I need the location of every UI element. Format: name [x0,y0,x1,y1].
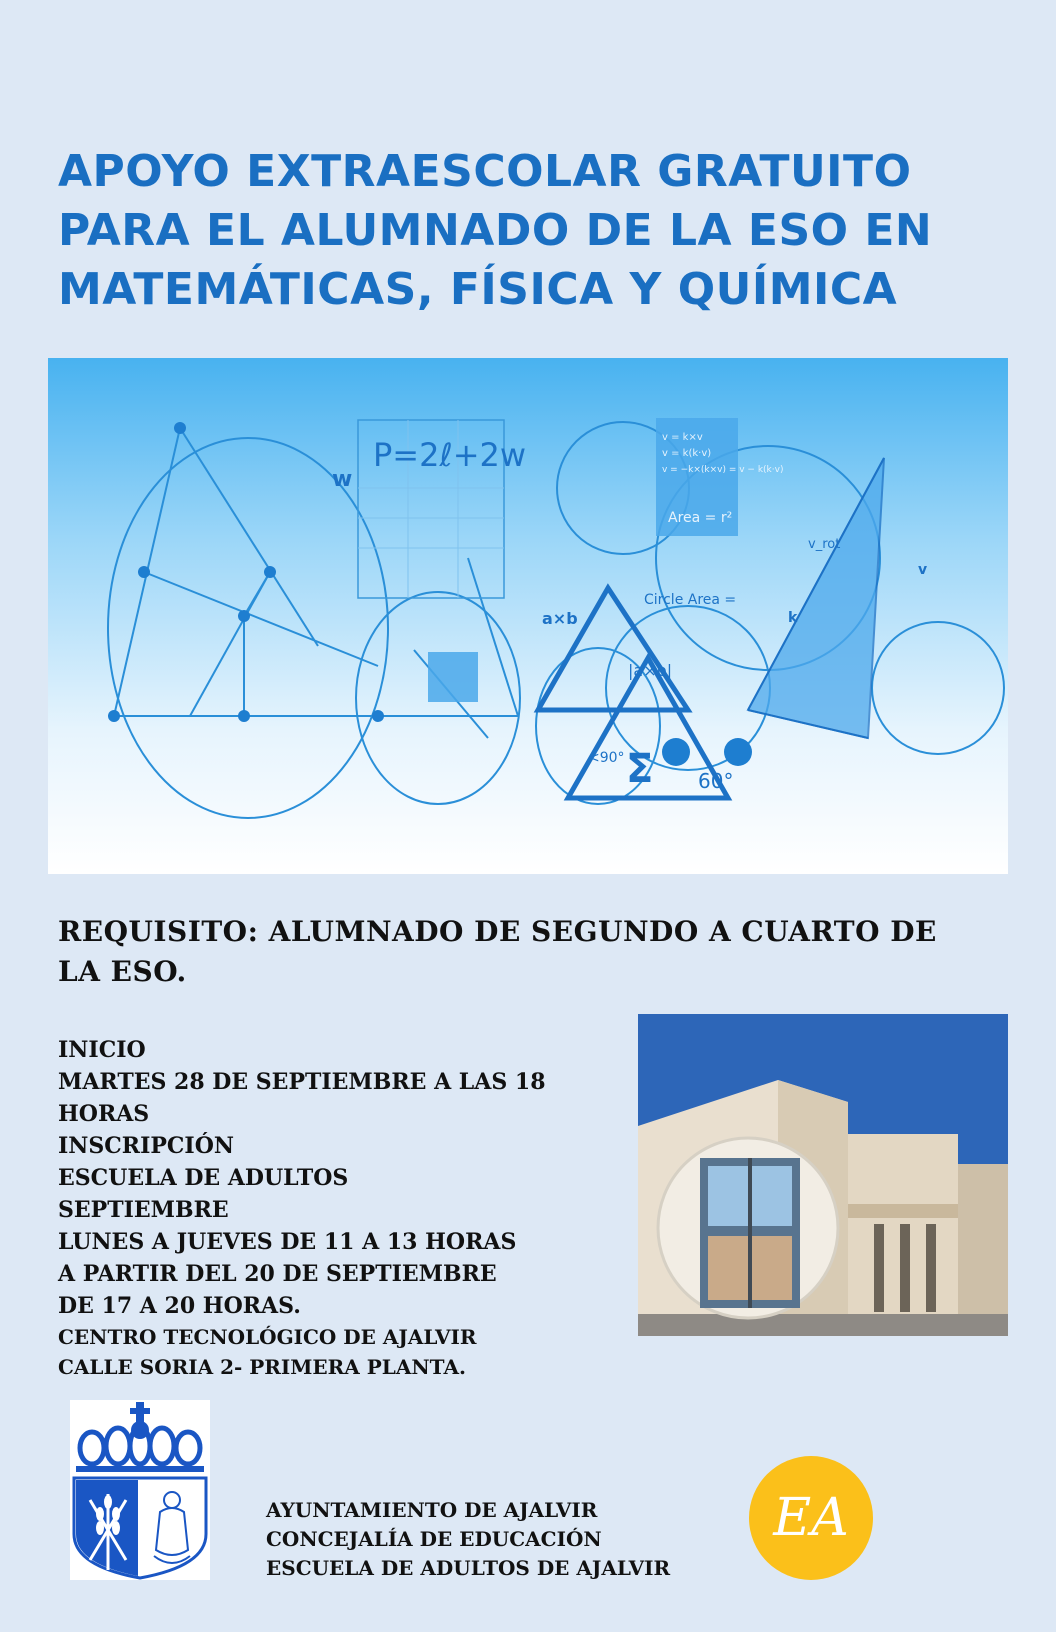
title-line-1: APOYO EXTRAESCOLAR GRATUITO [58,146,912,197]
afternoon-hours: DE 17 A 20 HORAS. [58,1293,301,1319]
footer-line-2: CONCEJALÍA DE EDUCACIÓN [266,1527,602,1551]
footer-institutions [266,1496,746,1583]
cross-product-label: a×b [542,609,578,628]
ea-logo-text: EA [773,1488,849,1548]
eq-1: v = k×v [662,432,703,443]
center-name: CENTRO TECNOLÓGICO DE AJALVIR [58,1325,477,1349]
v-label: v [918,562,928,578]
circle-area-label: Circle Area = [644,592,737,608]
eq-2: v = k(k·v) [662,448,712,459]
perimeter-formula: P=2ℓ+2w [373,436,527,474]
requirement-text: REQUISITO: ALUMNADO DE SEGUNDO A CUARTO DE LA ESO. [58,915,937,988]
footer-line-1: AYUNTAMIENTO DE AJALVIR [266,1498,598,1522]
street-address: CALLE SORIA 2- PRIMERA PLANTA. [58,1355,466,1379]
footer-line-3: ESCUELA DE ADULTOS DE AJALVIR [266,1556,671,1580]
month-label: SEPTIEMBRE [58,1197,229,1223]
geometry-diagram [48,358,1008,874]
eq-3: v = −k×(k×v) = v − k(k·v) [662,465,784,475]
inicio-label: INICIO [58,1037,146,1063]
from-date: A PARTIR DEL 20 DE SEPTIEMBRE [58,1261,497,1287]
k-label: k [788,610,798,626]
school-name: ESCUELA DE ADULTOS [58,1165,349,1191]
ajalvir-coat-of-arms [70,1400,210,1580]
angle-60-label: 60° [698,769,734,793]
start-date: MARTES 28 DE SEPTIEMBRE A LAS 18 [58,1069,546,1095]
weekday-hours: LUNES A JUEVES DE 11 A 13 HORAS [58,1229,517,1255]
page-title [58,142,1018,319]
building-photo [638,1014,1008,1336]
title-line-2: PARA EL ALUMNADO DE LA ESO EN [58,205,933,256]
schedule-info [58,1034,618,1382]
math-illustration-banner [48,358,1008,874]
escuela-adultos-logo [749,1456,873,1580]
start-hours: HORAS [58,1101,150,1127]
area-label: Area = r² [668,510,733,526]
v-rot-label: v_rot [808,537,841,552]
angle-90-label: <90° [588,750,625,766]
inscripcion-label: INSCRIPCIÓN [58,1133,234,1159]
sigma-symbol: Σ [626,746,654,792]
abs-cross-label: |a×b| [628,661,673,680]
title-line-3: MATEMÁTICAS, FÍSICA Y QUÍMICA [58,264,898,315]
w-label: w [332,467,353,492]
